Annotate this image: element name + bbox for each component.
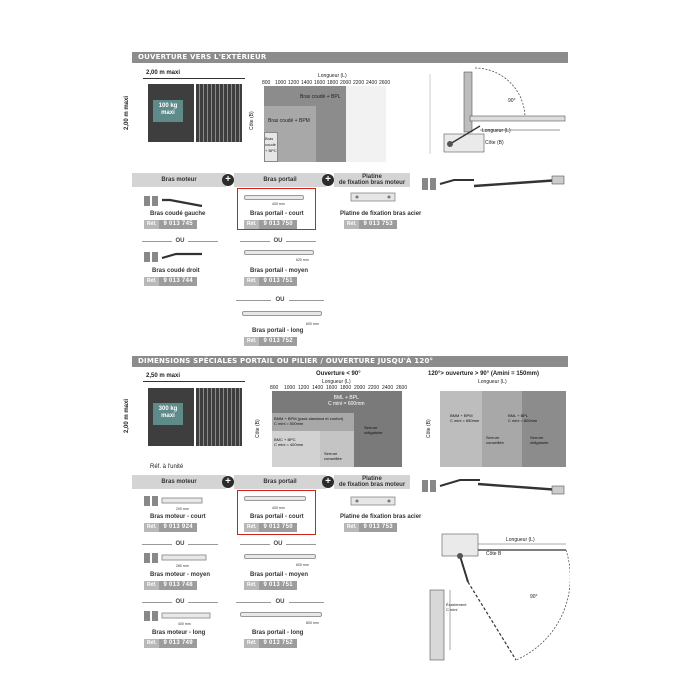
diagram1-cote-label: Côte (B): [485, 140, 504, 146]
chart2b-lock-advised-label: Serrure conseillée: [486, 435, 504, 445]
gate-right-leaf: [196, 388, 242, 446]
chart2b-title: 120°> ouverture > 90° (Amini = 150mm): [428, 371, 540, 377]
or-divider: OU: [142, 598, 218, 606]
or-divider: OU: [240, 237, 316, 245]
gate-arm-short-icon: [244, 496, 306, 501]
motor-arm-long-icon: [142, 610, 212, 629]
gate-item-label: Bras portail - moyen: [250, 572, 309, 578]
chart2b-lock-required-label: Serrure obligatoire: [530, 435, 549, 445]
arm-dimension: 280 mm: [176, 564, 189, 568]
opening-diagram-exterior: [420, 64, 570, 168]
gate-height-label: 2,00 m maxi: [124, 398, 130, 433]
or-divider: OU: [142, 237, 218, 245]
gate-item-label: Bras portail - long: [252, 630, 304, 636]
plus-icon: +: [222, 476, 234, 488]
arm-dimension: 200 mm: [176, 507, 189, 511]
unit-note: Réf. à l'unité: [150, 464, 184, 470]
arm-dimension: 400 mm: [272, 202, 285, 206]
section-header-special-dimensions: DIMENSIONS SPÉCIALES PORTAIL OU PILIER / OUVERTURE JUSQU'À 120°: [132, 356, 568, 367]
assembled-arm-icon: [420, 476, 570, 498]
or-divider: OU: [236, 296, 324, 304]
plate-item-ref: Réf. 9 013 753: [344, 220, 397, 229]
chart2b-x-title: Longueur (L): [478, 379, 507, 385]
motor-arm-medium-icon: [142, 552, 208, 571]
motor-item-label: Bras moteur - moyen: [150, 572, 211, 578]
col-head-fixing-plate: Platine de fixation bras moteur: [334, 475, 410, 489]
chart1-plot-area: [264, 86, 386, 162]
gate-width-label: 2,00 m maxi: [146, 70, 181, 76]
chart2a-zone-bmc-label: BMC + BPC C mini = 400mm: [274, 437, 304, 447]
diagram1-length-label: Longueur (L): [482, 128, 511, 134]
chart2a-zone-bmm-label: BMM + BPM (pack standard et confort) C mini = 500mm: [274, 416, 344, 426]
motor-item-ref: Réf. 9 013 744: [144, 277, 197, 286]
plus-icon: +: [322, 476, 334, 488]
gate-arm-long-icon: [242, 311, 322, 316]
gate-arm-medium-icon: [244, 250, 314, 255]
arm-dimension: 620 mm: [296, 258, 309, 262]
chart1-y-title: Côte (B): [249, 111, 255, 130]
chart2b-zone-bml-label: BML + BPL C mini = 800mm: [508, 413, 538, 423]
arm-dimension: 600 mm: [306, 322, 319, 326]
chart2a-zone-lock-advised: [320, 431, 354, 467]
motor-item-label: Bras moteur - long: [152, 630, 206, 636]
chart2b-zone-bml: [482, 391, 522, 467]
chart2a-y-title: Côte (B): [255, 419, 261, 438]
gate-item-ref: Réf. 9 013 751: [244, 277, 297, 286]
arm-dimension: 400 mm: [178, 622, 191, 626]
chart1-zone-bpl-label: Bras coudé + BPL: [300, 94, 341, 100]
gate-item-ref: Réf. 9 013 751: [244, 581, 297, 590]
arm-dimension: 400 mm: [272, 506, 285, 510]
plate-item-ref: Réf. 9 013 753: [344, 523, 397, 532]
chart1-zone-bpc-label: Bras coudé + BPC: [265, 136, 277, 153]
gate-arm-short-icon: [244, 195, 304, 200]
gate-arm-long-icon: [240, 612, 322, 617]
gate-item-label: Bras portail - moyen: [250, 268, 309, 274]
gate-item-ref: Réf. 9 013 752: [244, 639, 297, 648]
gate-item-label: Bras portail - long: [252, 328, 304, 334]
chart1-zone-bpm-label: Bras coudé + BPM: [268, 118, 310, 124]
assembled-arm-icon: [420, 174, 570, 196]
motor-item-label: Bras coudé droit: [152, 268, 200, 274]
motor-item-ref: Réf. 9 013 749: [144, 639, 197, 648]
chart2b-zone-lock: [522, 391, 566, 467]
gate-right-leaf: [196, 84, 242, 142]
col-head-fixing-plate: Platine de fixation bras moteur: [334, 173, 410, 187]
gate-item-ref: Réf. 9 013 752: [244, 337, 297, 346]
or-divider: OU: [240, 540, 316, 548]
gate-item-label: Bras portail - court: [250, 514, 304, 520]
plate-item-label: Platine de fixation bras acier: [340, 514, 422, 520]
or-divider: OU: [236, 598, 324, 606]
diagram2-cote-label: Côte B: [486, 551, 502, 557]
chart2a-title: Ouverture < 90°: [316, 371, 361, 377]
chart2b-zone-bmm: [440, 391, 482, 467]
col-head-motor-arm: Bras moteur: [132, 475, 226, 489]
motor-item-ref: Réf. 9 013 748: [144, 581, 197, 590]
motor-item-ref: Réf. 9 013 745: [144, 220, 197, 229]
chart2b-plot-area: [440, 391, 566, 467]
diagram2-length-label: Longueur (L): [506, 537, 535, 543]
gate-width-label: 2,50 m maxi: [146, 373, 181, 379]
fixing-plate-icon: [350, 190, 396, 209]
chart1-x-title: Longueur (L): [318, 73, 347, 79]
section-header-exterior: OUVERTURE VERS L'EXTÉRIEUR: [132, 52, 568, 63]
motor-item-ref: Réf. 9 013 924: [144, 523, 197, 532]
weight-badge: 300 kg maxi: [153, 403, 183, 425]
chart2a-lock-required-label: Serrure obligatoire: [364, 425, 383, 435]
chart2a-lock-advised-label: Serrure conseillée: [324, 451, 342, 461]
plus-icon: +: [322, 174, 334, 186]
gate-item-ref: Réf. 9 013 750: [244, 523, 297, 532]
width-dimension-line: [143, 78, 245, 79]
plate-item-label: Platine de fixation bras acier: [340, 211, 422, 217]
gate-arm-medium-icon: [244, 554, 316, 559]
plus-icon: +: [222, 174, 234, 186]
diagram2-angle-label: 90°: [530, 594, 538, 600]
col-head-gate-arm: Bras portail: [234, 475, 326, 489]
fixing-plate-icon: [350, 494, 396, 513]
col-head-gate-arm: Bras portail: [234, 173, 326, 187]
gate-item-ref: Réf. 9 013 750: [244, 220, 297, 229]
chart2a-zone-bml-label: BML + BPL C mini = 600mm: [328, 395, 365, 407]
motor-item-label: Bras moteur - court: [150, 514, 206, 520]
diagram2-spacing-label: Écartement C mini: [446, 602, 467, 612]
diagram1-angle-label: 90°: [508, 98, 516, 104]
chart2b-zone-bmm-label: BMM + BPM C mini = 650mm: [450, 413, 480, 423]
gate-item-label: Bras portail - court: [250, 211, 304, 217]
col-head-motor-arm: Bras moteur: [132, 173, 226, 187]
arm-dimension: 600 mm: [296, 563, 309, 567]
or-divider: OU: [142, 540, 218, 548]
motor-arm-short-icon: [142, 495, 208, 514]
arm-dimension: 800 mm: [306, 621, 319, 625]
width-dimension-line: [143, 381, 245, 382]
chart2a-x-title: Longueur (L): [322, 379, 351, 385]
motor-item-label: Bras coudé gauche: [150, 211, 206, 217]
chart2a-plot-area: [272, 391, 402, 467]
chart2b-y-title: Côte (B): [426, 419, 432, 438]
weight-badge: 100 kg maxi: [153, 100, 183, 122]
gate-height-label: 2,00 m maxi: [124, 95, 130, 130]
